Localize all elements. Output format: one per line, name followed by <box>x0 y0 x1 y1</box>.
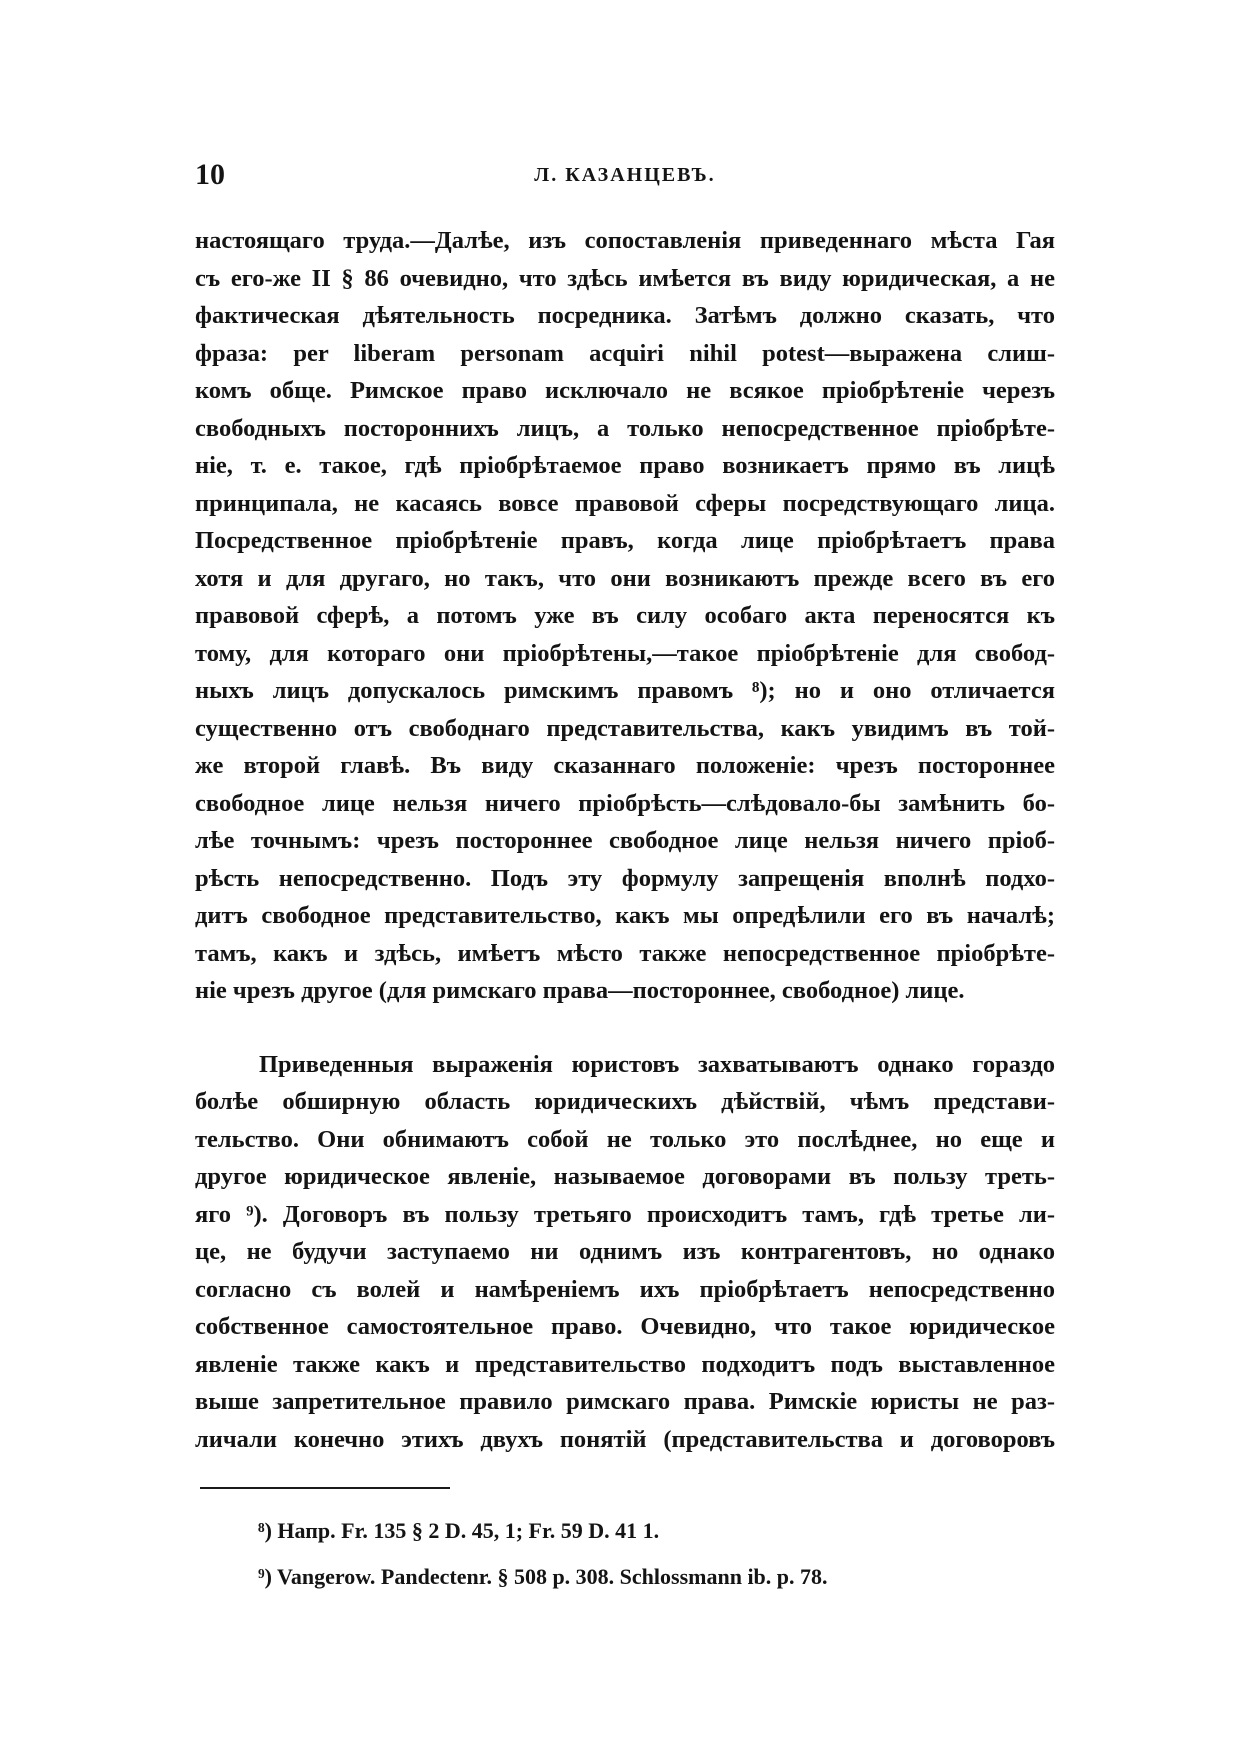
paragraph-2 <box>195 1046 1055 1459</box>
text-line: настоящаго труда.—Далѣе, изъ сопоставленія приведеннаго мѣста Гая <box>195 227 1055 254</box>
footnotes <box>258 1508 1058 1600</box>
body-text <box>195 222 1055 1458</box>
footnote-9: ⁹) Vangerow. Pandectenr. § 508 p. 308. Schlossmann ib. p. 78. <box>258 1564 828 1589</box>
text-line: принципала, не касаясь вовсе правовой сферы посредствующаго лица. <box>195 489 1055 517</box>
text-line: лѣе точнымъ: чрезъ постороннее свободное лице нельзя ничего пріоб- <box>195 827 1055 854</box>
footnote-separator <box>200 1487 450 1489</box>
text-line: свободное лице нельзя ничего пріобрѣсть—слѣдовало-бы замѣнить бо- <box>195 789 1055 817</box>
page-header <box>195 158 1055 198</box>
text-line: болѣе обширную область юридическихъ дѣйствій, чѣмъ представи- <box>195 1088 1055 1115</box>
text-line: согласно съ волей и намѣреніемъ ихъ пріобрѣтаетъ непосредственно <box>195 1275 1055 1303</box>
text-line: тамъ, какъ и здѣсь, имѣетъ мѣсто также непосредственное пріобрѣте- <box>195 939 1055 967</box>
text-line: свободныхъ постороннихъ лицъ, а только непосредственное пріобрѣте- <box>195 414 1055 442</box>
footnote-8: ⁸) Напр. Fr. 135 § 2 D. 45, 1; Fr. 59 D. 41 1. <box>258 1518 660 1543</box>
text-line: яго ⁹). Договоръ въ пользу третьяго происходитъ тамъ, гдѣ третье ли- <box>195 1200 1055 1228</box>
text-line: тельство. Они обнимаютъ собой не только это послѣднее, но еще и <box>195 1125 1055 1153</box>
text-line: выше запретительное правило римскаго права. Римскіе юристы не раз- <box>195 1388 1055 1415</box>
text-line: явленіе также какъ и представительство подходитъ подъ выставленное <box>195 1350 1055 1378</box>
text-line: ніе, т. е. такое, гдѣ пріобрѣтаемое право возникаетъ прямо въ лицѣ <box>195 452 1055 479</box>
text-line: комъ обще. Римское право исключало не всякое пріобрѣтеніе черезъ <box>195 377 1055 404</box>
text-line: ныхъ лицъ допускалось римскимъ правомъ ⁸); но и оно отличается <box>195 677 1055 704</box>
text-line: Посредственное пріобрѣтеніе правъ, когда лице пріобрѣтаетъ права <box>195 527 1055 554</box>
running-head: Л. КАЗАНЦЕВЪ. <box>534 164 716 186</box>
paragraph-1 <box>195 222 1055 1010</box>
text-line: съ его-же II § 86 очевидно, что здѣсь имѣется въ виду юридическая, а не <box>195 264 1055 292</box>
text-line: хотя и для другаго, но такъ, что они возникаютъ прежде всего въ его <box>195 564 1055 592</box>
text-line: существенно отъ свободнаго представительства, какъ увидимъ въ той- <box>195 714 1055 742</box>
text-line: правовой сферѣ, а потомъ уже въ силу особаго акта переносятся къ <box>195 602 1055 629</box>
text-line: другое юридическое явленіе, называемое договорами въ пользу треть- <box>195 1163 1055 1190</box>
text-line: фраза: per liberam personam acquiri nihil potest—выражена слиш- <box>195 339 1055 367</box>
text-line: рѣсть непосредственно. Подъ эту формулу запрещенія вполнѣ подхо- <box>195 864 1055 892</box>
page-number: 10 <box>195 158 225 191</box>
text-line: тому, для котораго они пріобрѣтены,—такое пріобрѣтеніе для свобод- <box>195 639 1055 667</box>
text-line: же второй главѣ. Въ виду сказаннаго положеніе: чрезъ постороннее <box>195 752 1055 779</box>
text-line: це, не будучи заступаемо ни однимъ изъ контрагентовъ, но однако <box>195 1238 1055 1265</box>
text-line: дитъ свободное представительство, какъ мы опредѣлили его въ началѣ; <box>195 902 1055 929</box>
text-line: ніе чрезъ другое (для римскаго права—постороннее, свободное) лице. <box>195 977 965 1004</box>
text-line: собственное самостоятельное право. Очевидно, что такое юридическое <box>195 1313 1055 1340</box>
text-line: фактическая дѣятельность посредника. Затѣмъ должно сказать, что <box>195 302 1055 329</box>
text-line: личали конечно этихъ двухъ понятій (представительства и договоровъ <box>195 1425 1055 1453</box>
text-line: Приведенныя выраженія юристовъ захватываютъ однако гораздо <box>259 1050 1055 1078</box>
